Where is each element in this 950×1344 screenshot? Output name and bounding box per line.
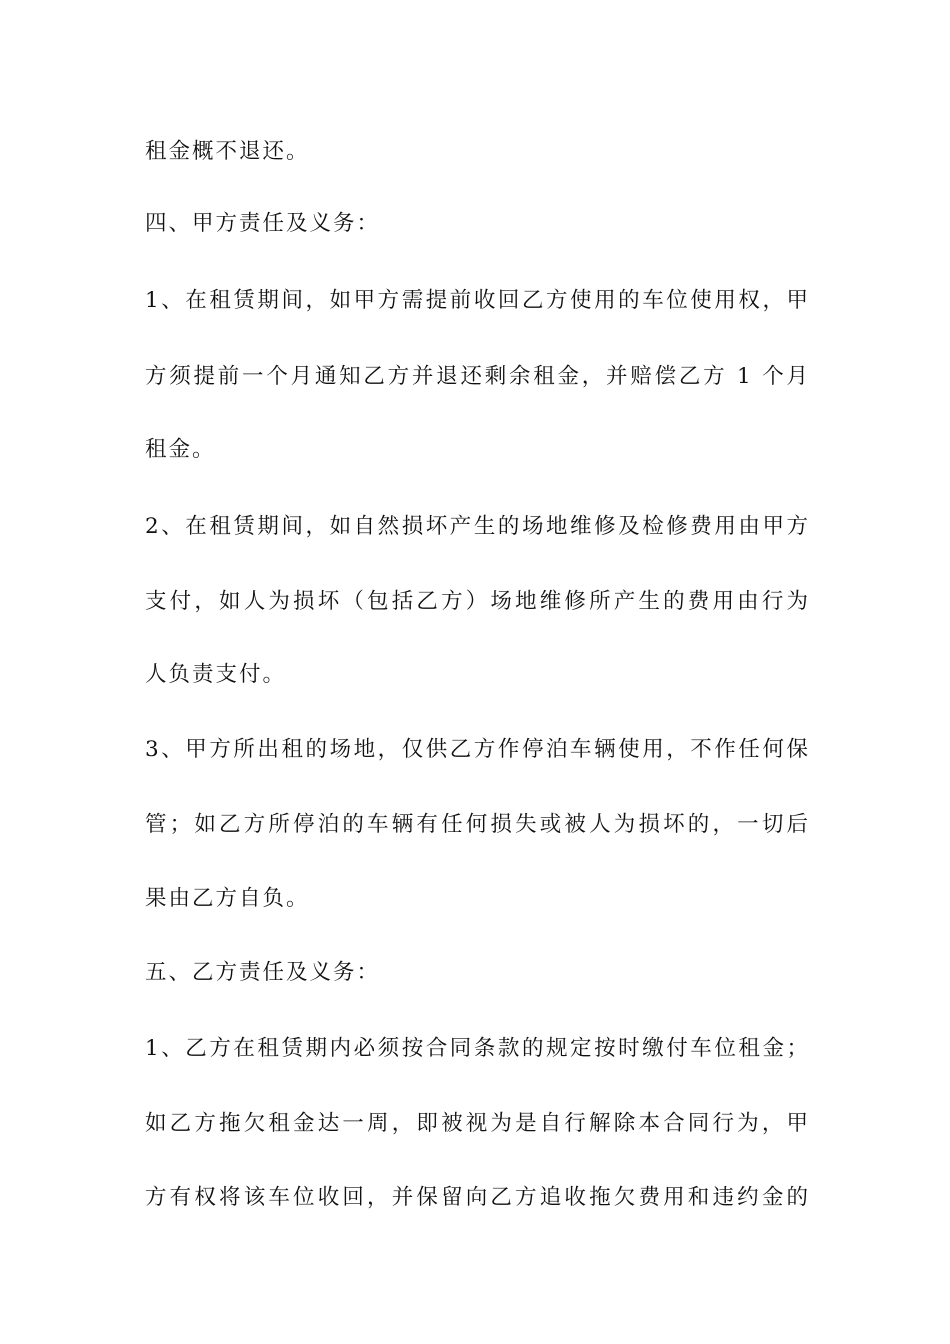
text-line: 租金。 [145, 437, 216, 462]
text-line: 1、在租赁期间，如甲方需提前收回乙方使用的车位使用权，甲 [145, 288, 810, 313]
text-line: 2、在租赁期间，如自然损坏产生的场地维修及检修费用由甲方 [145, 514, 810, 539]
text-line: 如乙方拖欠租金达一周，即被视为是自行解除本合同行为，甲 [145, 1111, 810, 1136]
text-line: 果由乙方自负。 [145, 886, 310, 911]
text-line: 方有权将该车位收回，并保留向乙方追收拖欠费用和违约金的 [145, 1185, 810, 1210]
section-heading: 四、甲方责任及义务： [145, 211, 381, 236]
section-heading: 五、乙方责任及义务： [145, 960, 381, 985]
text-line: 管；如乙方所停泊的车辆有任何损失或被人为损坏的，一切后 [145, 812, 810, 837]
text-line: 人负责支付。 [145, 662, 287, 687]
text-line: 3、甲方所出租的场地，仅供乙方作停泊车辆使用，不作任何保 [145, 737, 810, 762]
text-line: 租金概不退还。 [145, 139, 310, 164]
text-line: 1、乙方在租赁期内必须按合同条款的规定按时缴付车位租金； [145, 1036, 810, 1061]
text-line: 支付，如人为损坏（包括乙方）场地维修所产生的费用由行为 [145, 589, 810, 614]
text-line: 方须提前一个月通知乙方并退还剩余租金，并赔偿乙方 1 个月 [145, 364, 810, 389]
